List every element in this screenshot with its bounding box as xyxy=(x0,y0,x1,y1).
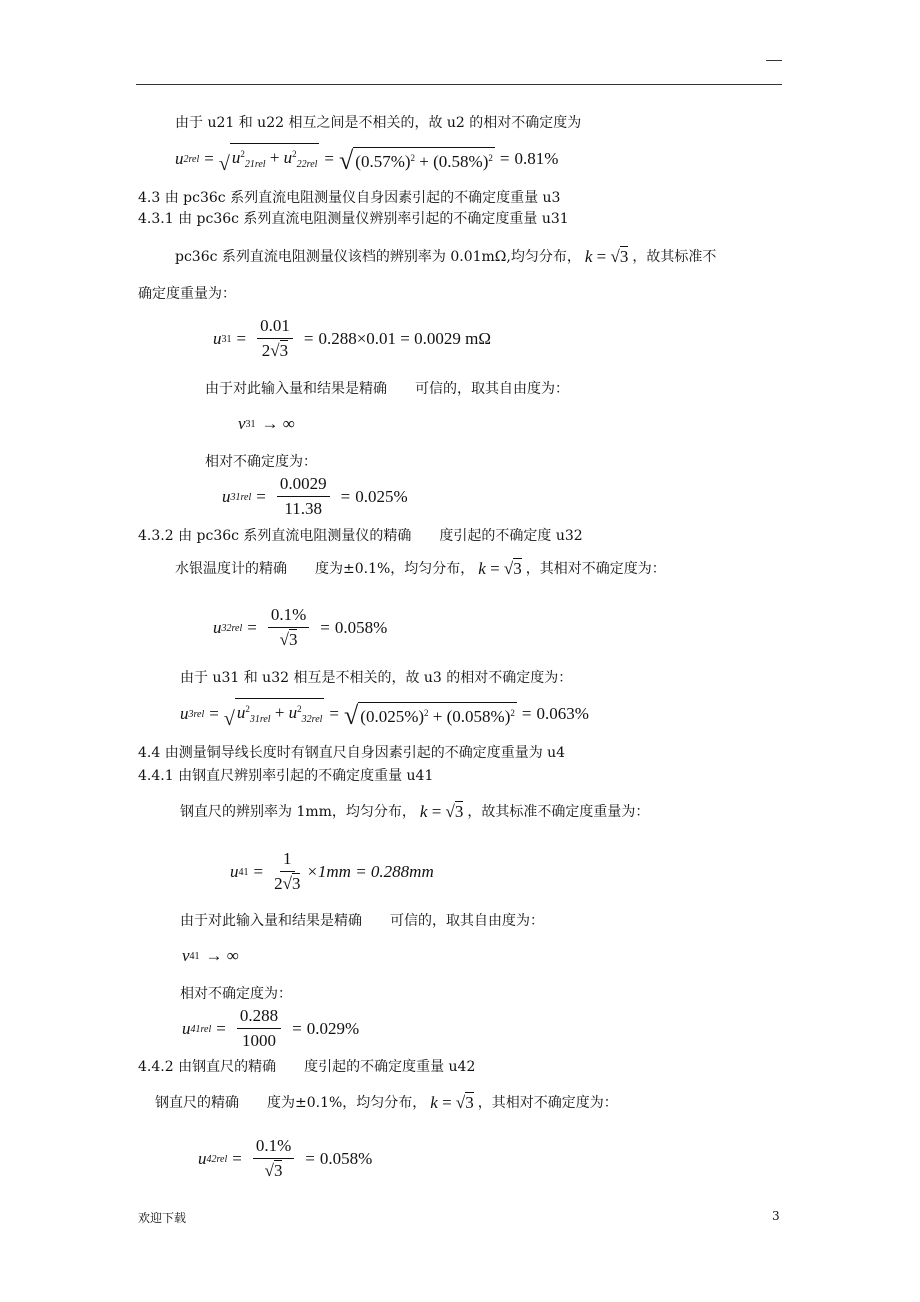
formula-v41: v 41 → ∞ xyxy=(182,946,239,965)
paragraph-u3: 由于 u31 和 u32 相互是不相关的，故 u3 的相对不确定度为： xyxy=(180,670,573,686)
label-relative-2: 相对不确定度为： xyxy=(180,986,292,1002)
paragraph-ruler-resolution: 钢直尺的辨别率为 1mm，均匀分布， k = √3 ，故其标准不确定度重量为： xyxy=(180,802,650,821)
paragraph-resolution-cont: 确定度重量为： xyxy=(138,286,236,302)
formula-u31: u 31 = $\frac{0.01}{2√3}$ = 0.288×0.01 = 0.0029 mΩ xyxy=(213,316,491,360)
footer-text: 欢迎下载 xyxy=(138,1211,187,1225)
heading-4-3-2: 4.3.2 由 pc36c 系列直流电阻测量仪的精确 度引起的不确定度 u32 xyxy=(138,528,583,544)
formula-u3rel: u 3rel = √ $u^2_{31rel} + u^2_{32rel}$ = √ $(0.025\%)^2 + (0.058\%)^2$ = 0.063% xyxy=(180,698,589,730)
formula-u31rel: u 31rel = $\frac{0.0029}{11.38}$ = 0.025% xyxy=(222,474,408,518)
paragraph-accuracy-2: 钢直尺的精确 度为±0.1%，均匀分布， k = √3 ，其相对不确定度为： xyxy=(155,1093,618,1112)
heading-4-3-1: 4.3.1 由 pc36c 系列直流电阻测量仪辨别率引起的不确定度重量 u31 xyxy=(138,211,569,227)
label-relative-1: 相对不确定度为： xyxy=(205,454,317,470)
paragraph-accuracy-1: 水银温度计的精确 度为±0.1%，均匀分布， k = √3 ，其相对不确定度为： xyxy=(175,559,666,578)
heading-4-4-1: 4.4.1 由钢直尺辨别率引起的不确定度重量 u41 xyxy=(138,768,434,784)
formula-u42rel: u 42rel = $\frac{0.1\%}{√3}$ = 0.058% xyxy=(198,1136,373,1180)
header-mark xyxy=(766,60,782,61)
header-rule xyxy=(136,84,782,85)
paragraph-resolution: pc36c 系列直流电阻测量仪该档的辨别率为 0.01mΩ,均匀分布， k = √3 ，故其标准不 xyxy=(175,247,717,266)
heading-4-4-2: 4.4.2 由钢直尺的精确 度引起的不确定度重量 u42 xyxy=(138,1059,476,1075)
formula-u2rel: u 2rel = √ $u^2_{21rel} + u^2_{22rel}$ = √ $(0.57\%)^2 + (0.58\%)^2$ = 0.81% xyxy=(175,143,558,175)
heading-4-4: 4.4 由测量铜导线长度时有钢直尺自身因素引起的不确定度重量为 u4 xyxy=(138,745,566,761)
paragraph-dof-2: 由于对此输入量和结果是精确 可信的，取其自由度为： xyxy=(180,913,544,929)
formula-u41rel: u 41rel = $\frac{0.288}{1000}$ = 0.029% xyxy=(182,1006,360,1050)
formula-u41: u 41 = $\frac{1}{2√3}$ ×1mm = 0.288mm xyxy=(230,849,434,893)
formula-v31: v 31 → ∞ xyxy=(238,414,295,433)
heading-4-3: 4.3 由 pc36c 系列直流电阻测量仪自身因素引起的不确定度重量 u3 xyxy=(138,190,561,206)
formula-u32rel: u 32rel = $\frac{0.1\%}{√3}$ = 0.058% xyxy=(213,605,388,649)
paragraph-dof-1: 由于对此输入量和结果是精确 可信的，取其自由度为： xyxy=(205,381,569,397)
page-number: 3 xyxy=(772,1209,780,1223)
paragraph-u2: 由于 u21 和 u22 相互之间是不相关的，故 u2 的相对不确定度为 xyxy=(175,115,582,131)
